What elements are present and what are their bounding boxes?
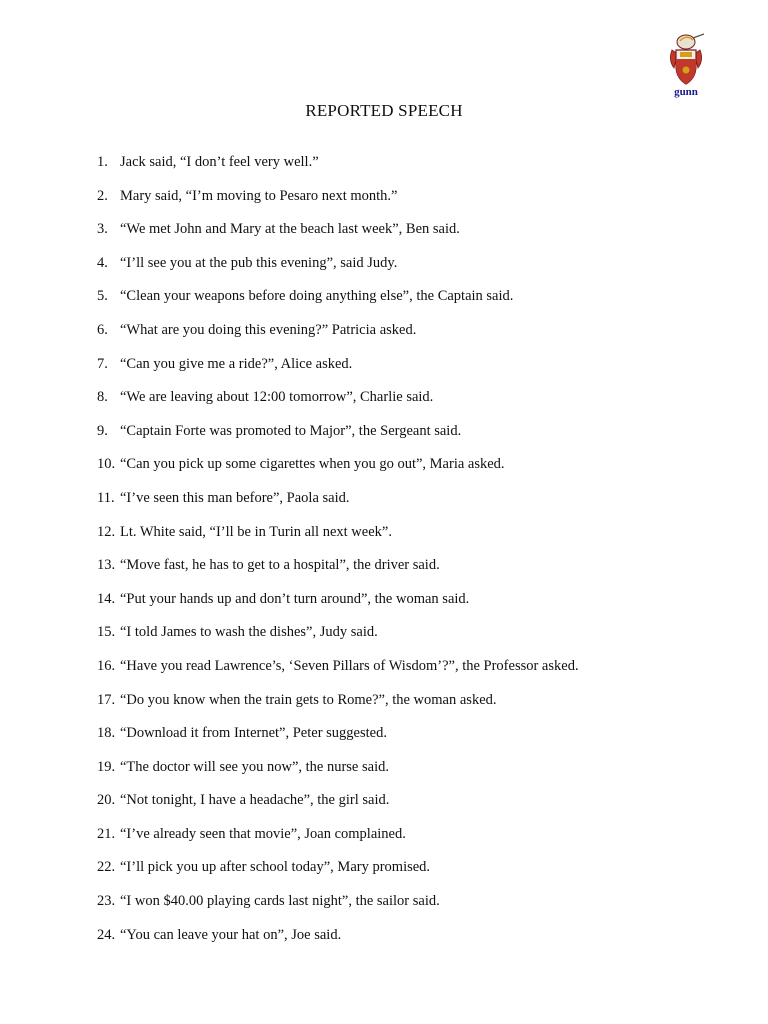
item-number: 15.: [97, 624, 116, 641]
item-number: 4.: [97, 254, 108, 271]
item-text: “Can you pick up some cigarettes when you go out”, Maria asked.: [120, 456, 505, 473]
item-text: Jack said, “I don’t feel very well.”: [120, 154, 319, 170]
sentence-list: [97, 152, 579, 958]
item-number: 5.: [97, 288, 108, 305]
list-item: [97, 589, 579, 623]
list-item: [97, 790, 579, 824]
list-item: [97, 219, 579, 253]
item-text: Mary said, “I’m moving to Pesaro next month.”: [120, 187, 398, 204]
list-item: [97, 421, 579, 455]
item-number: 8.: [97, 389, 108, 406]
item-number: 17.: [97, 691, 116, 708]
item-text: “Move fast, he has to get to a hospital”, the driver said.: [120, 557, 440, 574]
item-number: 16.: [97, 657, 116, 674]
list-item: [97, 152, 579, 186]
item-number: 6.: [97, 321, 108, 338]
item-number: 24.: [97, 926, 116, 943]
list-item: [97, 387, 579, 421]
item-number: 18.: [97, 725, 116, 742]
list-item: [97, 622, 579, 656]
list-item: [97, 757, 579, 791]
item-number: 23.: [97, 893, 116, 910]
item-number: 1.: [97, 154, 108, 170]
list-item: [97, 488, 579, 522]
item-text: “Not tonight, I have a headache”, the girl said.: [120, 792, 390, 809]
item-text: “I told James to wash the dishes”, Judy said.: [120, 624, 378, 641]
list-item: [97, 454, 579, 488]
item-number: 14.: [97, 590, 116, 607]
list-item: [97, 656, 579, 690]
item-number: 3.: [97, 221, 108, 238]
item-text: “We met John and Mary at the beach last week”, Ben said.: [120, 221, 460, 238]
item-number: 10.: [97, 456, 116, 473]
list-item: [97, 723, 579, 757]
list-item: [97, 354, 579, 388]
list-item: [97, 891, 579, 925]
item-number: 19.: [97, 758, 116, 775]
item-number: 9.: [97, 422, 108, 439]
list-item: [97, 522, 579, 556]
list-item: [97, 186, 579, 220]
item-text: “What are you doing this evening?” Patricia asked.: [120, 321, 417, 338]
item-number: 22.: [97, 859, 116, 876]
item-text: “Do you know when the train gets to Rome?”, the woman asked.: [120, 691, 497, 708]
list-item: [97, 824, 579, 858]
item-text: “Captain Forte was promoted to Major”, the Sergeant said.: [120, 422, 462, 439]
item-text: “I’ll see you at the pub this evening”, said Judy.: [120, 254, 398, 271]
item-text: “The doctor will see you now”, the nurse said.: [120, 758, 389, 775]
page-title: REPORTED SPEECH: [305, 101, 463, 120]
list-item: [97, 286, 579, 320]
item-text: “I won $40.00 playing cards last night”, the sailor said.: [120, 893, 440, 910]
list-item: [97, 925, 579, 959]
item-number: 12.: [97, 523, 116, 540]
item-text: “I’ve seen this man before”, Paola said.: [120, 489, 350, 506]
item-text: Lt. White said, “I’ll be in Turin all next week”.: [120, 523, 392, 540]
item-number: 2.: [97, 187, 108, 204]
item-text: “I’ll pick you up after school today”, Mary promised.: [120, 859, 431, 876]
item-text: “Have you read Lawrence’s, ‘Seven Pillars of Wisdom’?”, the Professor asked.: [120, 657, 579, 674]
item-text: “We are leaving about 12:00 tomorrow”, Charlie said.: [120, 389, 434, 406]
list-item: [97, 555, 579, 589]
item-number: 21.: [97, 825, 116, 842]
item-text: “Clean your weapons before doing anything else”, the Captain said.: [120, 288, 514, 305]
list-item: [97, 253, 579, 287]
item-number: 7.: [97, 355, 108, 372]
item-number: 20.: [97, 792, 116, 809]
item-text: “I’ve already seen that movie”, Joan complained.: [120, 825, 406, 842]
item-number: 11.: [97, 489, 115, 506]
list-item: [97, 690, 579, 724]
item-text: “Download it from Internet”, Peter suggested.: [120, 725, 387, 742]
item-text: “Can you give me a ride?”, Alice asked.: [120, 355, 353, 372]
item-text: “Put your hands up and don’t turn around”, the woman said.: [120, 590, 470, 607]
list-item: [97, 320, 579, 354]
crest-icon: [666, 32, 706, 88]
item-number: 13.: [97, 557, 116, 574]
item-text: “You can leave your hat on”, Joe said.: [120, 926, 342, 943]
list-item: [97, 857, 579, 891]
crest-caption: gunn: [674, 86, 698, 98]
